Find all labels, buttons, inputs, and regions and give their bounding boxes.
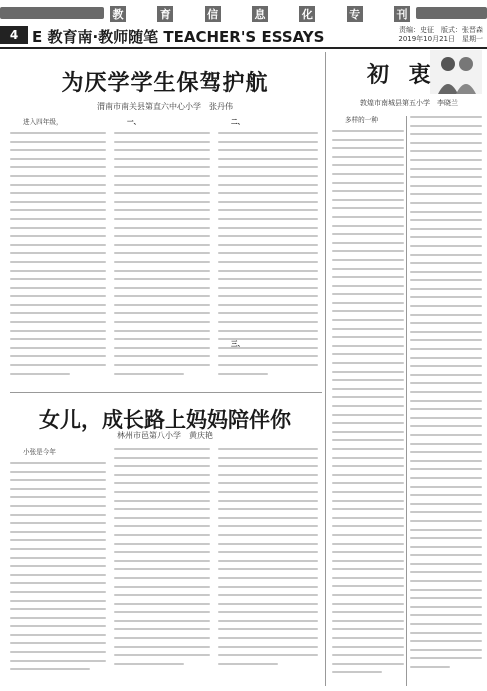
banner-char: 刊	[394, 6, 410, 22]
article2-author: 林州市邑第八小学 黄庆艳	[117, 431, 213, 440]
masthead-rule	[0, 47, 487, 49]
banner-text	[110, 6, 410, 22]
article1-author: 渭南市南关县第直六中心小学 张丹伟	[97, 102, 233, 111]
editor-line: 责编：史征 版式：张晋森	[399, 26, 483, 34]
article1-subhead-2: 二、	[231, 118, 245, 126]
banner-band-right	[416, 7, 487, 19]
article3-author: 敦煌市南城县第五小学 李晓兰	[360, 99, 458, 107]
article3-title: 初 衷	[367, 63, 437, 88]
right-column-divider	[406, 116, 407, 686]
banner-char: 信	[205, 6, 221, 22]
article2-text-lines-3	[218, 448, 318, 671]
banner-char: 息	[252, 6, 268, 22]
article1-title: 为厌学学生保驾护航	[61, 71, 269, 96]
top-banner	[0, 4, 487, 22]
article2-title: 女儿，成长路上妈妈陪伴你	[39, 408, 291, 432]
article1-subhead-3-wrap	[218, 340, 318, 350]
section-title: E 教育南·教师随笔 TEACHER'S ESSAYS	[32, 28, 325, 46]
column-divider	[325, 52, 326, 686]
article3-text-lines-2	[410, 116, 482, 675]
banner-char: 化	[299, 6, 315, 22]
date-line: 2019年10月21日 星期一	[398, 35, 483, 43]
article2-intro: 小张是今年	[23, 448, 56, 456]
banner-char: 教	[110, 6, 126, 22]
banner-band-left	[0, 7, 104, 19]
page-number: 4	[0, 26, 28, 44]
article1-subhead-3: 三、	[231, 340, 245, 348]
masthead-meta	[398, 26, 483, 44]
teacher-portrait-illustration	[430, 50, 482, 94]
masthead	[0, 26, 487, 46]
article-divider	[10, 392, 322, 393]
article1-intro: 进入四年级，	[23, 118, 63, 126]
article3-intro: 多样的一种	[345, 116, 378, 124]
article2-text-lines-2	[114, 448, 210, 671]
article1-header	[10, 66, 320, 110]
article1-text-lines-2	[114, 132, 210, 381]
banner-char: 育	[157, 6, 173, 22]
article1-subhead-1: 一、	[127, 118, 141, 126]
banner-char: 专	[347, 6, 363, 22]
article2-text-lines-1	[10, 462, 106, 677]
article1-text-lines-1	[10, 132, 106, 381]
article3-text-lines-1	[332, 130, 404, 680]
